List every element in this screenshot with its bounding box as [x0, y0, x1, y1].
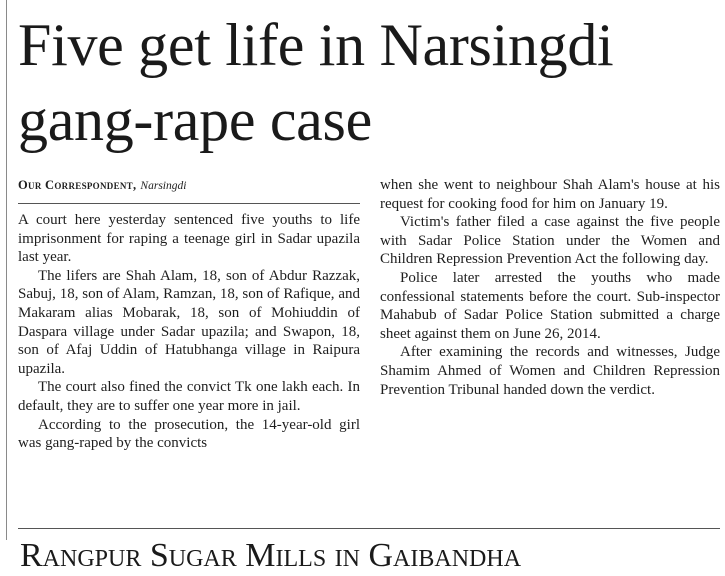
article-paragraph: The lifers are Shah Alam, 18, son of Abdur Razzak, Sabuj, 18, son of Alam, Ramzan, 18, son of Rafique, and Makaram alias Mobarak, 18, son of Mohiuddin of Daspara village under Sadar upazila; and Swapon, 18, son of Afaj Uddin of Hatubhanga village in Raipura upazila.	[18, 267, 360, 377]
column-rule-left	[6, 0, 7, 540]
article-headline: Five get life in Narsingdi gang-rape case	[18, 12, 614, 153]
article-paragraph: The court also fined the convict Tk one lakh each. In default, they are to suffer one year more in jail.	[18, 379, 360, 414]
article-byline	[18, 176, 360, 204]
byline-dateline: Narsingdi	[140, 180, 187, 192]
article-paragraph: when she went to neighbour Shah Alam's house at his request for cooking food for him on January 19.	[380, 177, 720, 212]
article-paragraph: After examining the records and witnesses, Judge Shamim Ahmed of Women and Children Repression Prevention Tribunal handed down the verdict.	[380, 344, 720, 398]
article-paragraph: According to the prosecution, the 14-year-old girl was gang-raped by the convicts	[18, 416, 360, 452]
section-divider	[18, 528, 720, 529]
article-paragraph: Police later arrested the youths who made confessional statements before the court. Sub-inspector Mahabub of Sadar Police Station submitted a charge sheet against them on June 26, 2014.	[380, 269, 720, 342]
article-column-right	[380, 176, 720, 399]
article-body	[18, 176, 720, 524]
next-article-headline: Rangpur Sugar Mills in Gaibandha	[20, 537, 522, 574]
article-paragraph: Victim's father filed a case against the five people with Sadar Police Station under the Women and Children Repression Prevention Act the following day.	[380, 214, 720, 268]
article-column-left	[18, 176, 360, 453]
article-paragraph: A court here yesterday sentenced five youths to life imprisonment for raping a teenage girl in Sadar upazila last year.	[18, 212, 360, 266]
byline-author: Our Correspondent,	[18, 178, 137, 192]
